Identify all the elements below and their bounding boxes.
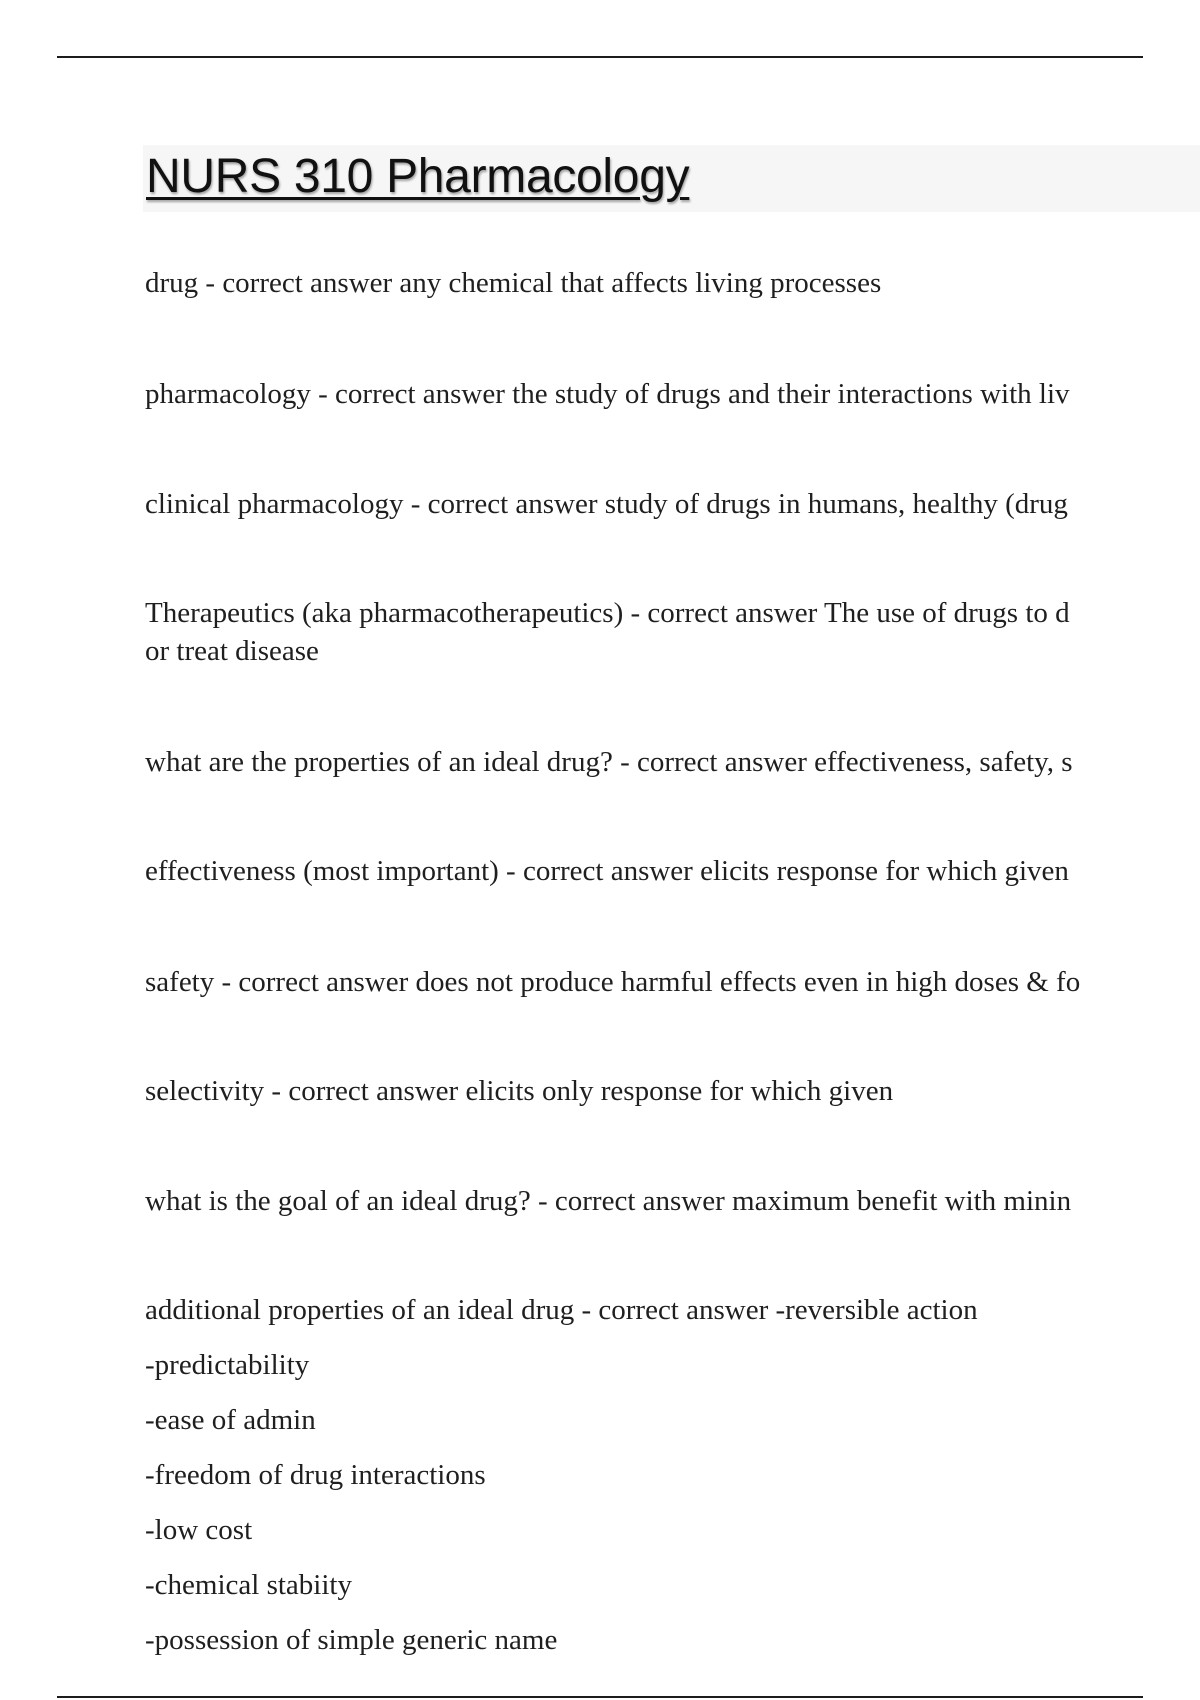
entry-text: effectiveness (most important) - correct answer elicits response for which given (145, 855, 1069, 887)
entry-text: what is the goal of an ideal drug? - correct answer maximum benefit with minin (145, 1185, 1072, 1217)
list-item: -chemical stabiity (145, 1569, 352, 1601)
entry-additional-properties (145, 1291, 978, 1329)
document-title: NURS 310 Pharmacology (146, 150, 690, 203)
entry-text: what are the properties of an ideal drug? - correct answer effectiveness, safety, s (145, 746, 1073, 778)
list-item: -predictability (145, 1349, 310, 1381)
entry-text-continuation: or treat disease (145, 635, 319, 667)
entry-clinical-pharmacology (145, 485, 1068, 523)
entry-ideal-drug-properties (145, 743, 1073, 781)
list-item: -possession of simple generic name (145, 1624, 558, 1656)
entry-pharmacology (145, 375, 1070, 413)
entry-text: pharmacology - correct answer the study of drugs and their interactions with liv (145, 378, 1070, 410)
bottom-rule (57, 1696, 1143, 1698)
entry-text: additional properties of an ideal drug - correct answer -reversible action (145, 1294, 978, 1326)
entry-text: clinical pharmacology - correct answer study of drugs in humans, healthy (drug (145, 488, 1068, 520)
entry-effectiveness (145, 852, 1069, 890)
list-item: -freedom of drug interactions (145, 1459, 486, 1491)
entry-text: drug - correct answer any chemical that affects living processes (145, 267, 882, 299)
entry-ideal-drug-goal (145, 1182, 1071, 1220)
entry-text: selectivity - correct answer elicits only response for which given (145, 1075, 894, 1107)
list-item: -low cost (145, 1514, 253, 1546)
entry-text: Therapeutics (aka pharmacotherapeutics) - correct answer The use of drugs to d (145, 597, 1070, 629)
list-item: -ease of admin (145, 1404, 316, 1436)
entry-safety (145, 963, 1080, 1001)
entry-drug (145, 264, 881, 302)
entry-text: safety - correct answer does not produce harmful effects even in high doses & fo (145, 966, 1081, 998)
additional-properties-list (145, 1346, 557, 1676)
entry-therapeutics (145, 594, 1070, 670)
entry-selectivity (145, 1072, 893, 1110)
